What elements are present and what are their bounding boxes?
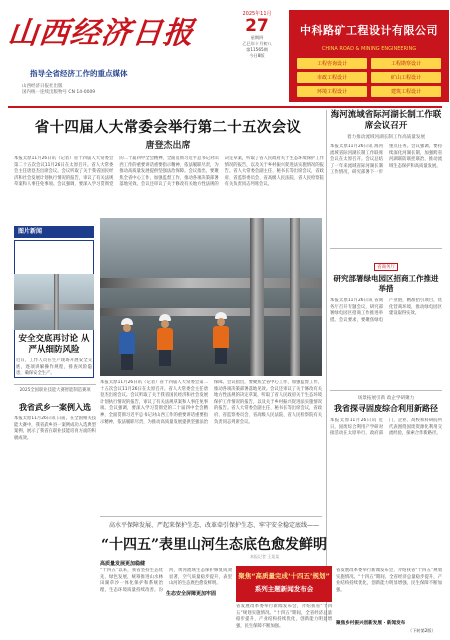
divider	[14, 384, 96, 385]
date-day: 27	[245, 16, 269, 36]
ad-subtitle: CHINA ROAD & MINING ENGINEERING	[321, 46, 417, 52]
right-mid-section: 省商务厅	[374, 263, 398, 271]
series-banner[interactable]	[236, 566, 332, 602]
right-low-body: 本报太原11月26日讯 近日，固废综合利用产学研对接活动在太原举行，政府部门、企业、高校和科研院所代表围绕固废资源化利用交流经验，探索合作新路径。	[330, 418, 442, 437]
masthead-info	[22, 84, 222, 96]
series-body: 省发展改革委举行新闻发布会，介绍我省“十四五”规划实施情况。“十四五”期间，全省经济总量稳步提升，产业结构持续优化，创新能力明显增强，民生保障不断加强。	[236, 604, 332, 629]
bottom-main-headline[interactable]: “十四五”表里山河生态底色愈发鲜明	[100, 537, 328, 553]
lead-photo	[100, 218, 322, 376]
bottom-right-headline[interactable]: 聚焦乡村振兴创新发展 · 新闻发布	[336, 621, 406, 626]
bottom-main-kicker: 高水平保障发展、严起来保护生态、改革牵引保护生态、牢守安全稳定底线——	[108, 522, 319, 529]
masthead	[8, 8, 448, 102]
right-top-body: 本报太原11月26日讯 海河流域省际河湖长制工作联席会议在太原召开。会议总结了一年来流域省际河湖长制工作情况，研究部署下一步重点任务。会议强调，要持续深化河湖长制，加强跨省河湖联防联控联治，推动流域生态保护和高质量发展。	[330, 144, 442, 176]
lead-subhead: 唐登杰出席	[145, 141, 191, 151]
continued-note: （下转第2版）	[408, 628, 436, 633]
worker-figure	[156, 314, 174, 366]
newspaper-logo[interactable]	[8, 12, 208, 60]
advertisement-banner[interactable]	[289, 10, 449, 102]
bottom-main-subhead: 高质量发展更加稳健	[100, 561, 146, 567]
logo-text: 山西经济日报	[6, 16, 196, 51]
picture-news-body: 近日，工作人员在生产现场开展安全交底，逐项讲解操作规程，排查风险隐患，确保安全生产。	[16, 358, 92, 377]
right-low-section: 场景拓展引新 政企学研聚力	[357, 396, 415, 401]
picture-news-photo	[14, 274, 94, 330]
ad-services	[289, 52, 449, 97]
bottom-right-body: 省发展改革委举行新闻发布会，介绍我省“十四五”规划实施情况。“十四五”期间，全省经济总量稳步提升，产业结构持续优化，创新能力明显增强，民生保障不断加强。	[336, 568, 442, 593]
worker-figure	[212, 312, 230, 364]
bottom-main-subhead: 生态安全屏障更加牢固	[166, 591, 217, 597]
ad-service: 工程咨询设计	[297, 58, 367, 69]
picture-news-label: 图片新闻	[14, 226, 94, 238]
ad-service: 建筑工程设计	[371, 86, 441, 97]
masthead-rule	[8, 106, 442, 108]
right-mid-headline[interactable]: 研究部署绿电园区招商工作推进举措	[333, 274, 439, 293]
divider	[330, 390, 442, 391]
divider	[100, 516, 322, 517]
bottom-left-body: 本报太原11月26日讯 日前，在全国相关技能大赛中，我省武乡县一案例成功入选典型案例，展示了我省在职业技能培育方面的积极成效。	[14, 416, 96, 441]
lead-body: 本报太原11月26日讯（记者）省十四届人大常委会第二十五次会议11月26日在太原召开。省人大常委会主任唐登杰出席会议。会议听取了关于我省国民经济和社会发展计划执行情况的报告，审议了有关法规草案和人事任免事项。会议强调，要深入学习贯彻党的二十届四中全会精神，全面贯彻习近平总书记对山西工作的重要讲话重要指示精神，依法履职尽责，为推动高质量发展提供坚强法治保障。会议指出，要聚焦全省中心工作，加强监督工作，推动各项决策部署落地见效。会议还审议了关于修改有关地方性法规的决定草案，听取了省人民政府关于生态环境保护工作情况的报告，以及关于乡村振兴促进法实施情况的报告。省人大常委会副主任、秘书长等出席会议，省政府、省监察委员会、省高级人民法院、省人民检察院有关负责同志列席会议。	[14, 156, 324, 188]
weekday: 星期四	[250, 35, 264, 40]
bottom-main-body: “十四五”以来，我省坚持生态优先、绿色发展，统筹推进山水林田湖草沙一体化保护和系统治理，生态环境质量持续改善。汾河、黄河流域生态保护修复成效显著，空气质量稳步提升，表里山河的生态底色愈发鲜明。	[100, 568, 232, 593]
right-mid-body: 本报太原11月26日讯 省商务厅召开专题会议，研究部署绿电园区招商工作推进举措。会议要求，要聚焦绿电产业链，精准招引项目，优化营商环境，推动绿电园区建设取得实效。	[330, 298, 442, 323]
date-block	[234, 10, 280, 59]
picture-news-title: 安全交底再讨论 从严从细防风险	[18, 334, 90, 355]
issue-number: 第11565期	[246, 47, 268, 52]
bottom-left-kicker: 2025全国职业技能大赛智能制造赛项	[19, 388, 91, 393]
series-banner-line: 聚焦“高质量完成‘十四五’规划”	[238, 572, 330, 580]
right-column	[330, 110, 442, 558]
right-top-headline[interactable]: 海河流域省际河湖长制工作联席会议召开	[330, 110, 442, 131]
tagline: 指导全省经济工作的重点媒体	[30, 69, 128, 78]
masthead-info-line: 国内统一连续出版物号 CN 14-0009	[22, 90, 96, 95]
series-banner-line: 系列主题新闻发布会	[254, 585, 314, 593]
bottom-main-byline: 本报记者 王某某	[250, 554, 280, 559]
page-count: 今日8版	[249, 53, 265, 58]
masthead-info-line: 山西经济日报社出版	[22, 84, 63, 89]
ad-service: 工程勘察设计	[371, 58, 441, 69]
ad-service: 市政工程设计	[297, 72, 367, 83]
right-top-subhead: 着力推动流域河湖长制工作高质量发展	[346, 135, 426, 140]
lead-headline[interactable]: 省十四届人大常委会举行第二十五次会议	[34, 119, 302, 136]
divider	[330, 248, 442, 249]
lead-body-continued: 本报太原11月26日讯（记者）省十四届人大常委会第二十五次会议11月26日在太原召开。省人大常委会主任唐登杰出席会议。会议听取了关于我省国民经济和社会发展计划执行情况的报告，审议了有关法规草案和人事任免事项。会议强调，要深入学习贯彻党的二十届四中全会精神，全面贯彻习近平总书记对山西工作的重要讲话重要指示精神，依法履职尽责，为推动高质量发展提供坚强法治保障。会议指出，要聚焦全省中心工作，加强监督工作，推动各项决策部署落地见效。会议还审议了关于修改有关地方性法规的决定草案，听取了省人民政府关于生态环境保护工作情况的报告，以及关于乡村振兴促进法实施情况的报告。省人大常委会副主任、秘书长等出席会议，省政府、省监察委员会、省高级人民法院、省人民检察院有关负责同志列席会议。	[100, 380, 322, 425]
right-low-headline[interactable]: 我省探寻固废综合利用新路径	[334, 403, 438, 413]
lunar-date: 乙巳年十月初八	[242, 41, 272, 46]
ad-service: 环境工程设计	[297, 86, 367, 97]
ad-title: 中科路矿工程设计有限公司	[300, 24, 438, 37]
date-year: 2025年11月	[242, 11, 272, 17]
worker-figure	[118, 318, 136, 370]
ad-service: 矿山工程设计	[371, 72, 441, 83]
bottom-left-headline[interactable]: 我省武乡一案例入选	[19, 402, 91, 412]
